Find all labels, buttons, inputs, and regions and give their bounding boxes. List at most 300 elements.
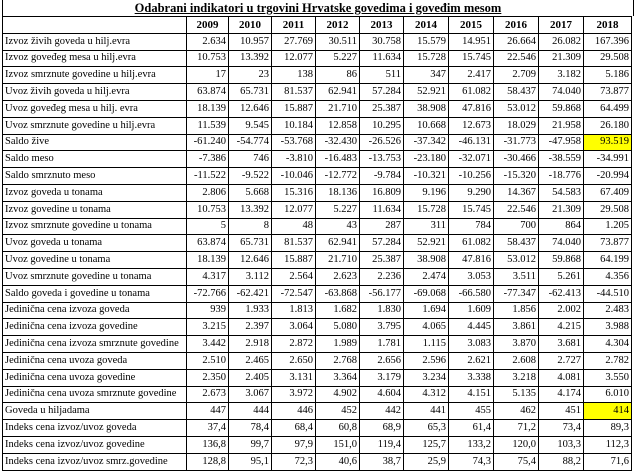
value-cell: 4.215 <box>539 319 584 336</box>
value-cell: 52.921 <box>404 235 449 252</box>
value-cell: 287 <box>360 218 404 235</box>
value-cell: 26.082 <box>539 33 584 50</box>
value-cell: 2.350 <box>187 369 229 386</box>
value-cell: 95,1 <box>229 453 272 470</box>
value-cell: 9.545 <box>229 117 272 134</box>
value-cell: -32.071 <box>449 151 494 168</box>
value-cell: -16.483 <box>316 151 360 168</box>
value-cell: 442 <box>360 403 404 420</box>
value-cell: 455 <box>449 403 494 420</box>
value-cell: -61.240 <box>187 134 229 151</box>
row-label: Saldo goveda i govedine u tonama <box>3 285 187 302</box>
value-cell: 3.870 <box>494 336 539 353</box>
value-cell: 1.813 <box>272 302 316 319</box>
value-cell: -66.580 <box>449 285 494 302</box>
value-cell: 11.634 <box>360 201 404 218</box>
value-cell: 2.656 <box>360 352 404 369</box>
year-header: 2013 <box>360 17 404 34</box>
value-cell: 78,4 <box>229 420 272 437</box>
table-row <box>3 134 632 151</box>
table-row <box>3 252 632 269</box>
value-cell: -10.321 <box>404 168 449 185</box>
value-cell: 29.508 <box>584 50 632 67</box>
value-cell: 30.511 <box>316 33 360 50</box>
table-row <box>3 336 632 353</box>
value-cell: 2.621 <box>449 352 494 369</box>
value-cell: 5 <box>187 218 229 235</box>
value-cell: 2.727 <box>539 352 584 369</box>
row-label: Izvoz goveđeg mesa u hilj.evra <box>3 50 187 67</box>
value-cell: 784 <box>449 218 494 235</box>
value-cell: 2.650 <box>272 352 316 369</box>
value-cell: 2.608 <box>494 352 539 369</box>
value-cell: 11.634 <box>360 50 404 67</box>
value-cell: 59.868 <box>539 100 584 117</box>
value-cell: 8 <box>229 218 272 235</box>
value-cell: 12.646 <box>229 252 272 269</box>
value-cell: 4.604 <box>360 386 404 403</box>
value-cell: -69.068 <box>404 285 449 302</box>
value-cell: 15.745 <box>449 201 494 218</box>
row-label: Uvoz goveda u tonama <box>3 235 187 252</box>
table-row <box>3 403 632 420</box>
table-row <box>3 436 632 453</box>
value-cell: 74.040 <box>539 84 584 101</box>
value-cell: 4.317 <box>187 268 229 285</box>
value-cell: 2.510 <box>187 352 229 369</box>
value-cell: 511 <box>360 67 404 84</box>
table-row <box>3 84 632 101</box>
value-cell: 43 <box>316 218 360 235</box>
row-label: Uvoz smrznute govedine u tonama <box>3 268 187 285</box>
value-cell: 1.115 <box>404 336 449 353</box>
value-cell: 21.309 <box>539 50 584 67</box>
row-label: Izvoz smrznute govedine u tonama <box>3 218 187 235</box>
value-cell: -9.784 <box>360 168 404 185</box>
value-cell: 3.338 <box>449 369 494 386</box>
row-label: Indeks cena izvoz/uvoz govedine <box>3 436 187 453</box>
value-cell: 22.546 <box>494 50 539 67</box>
table-row <box>3 235 632 252</box>
value-cell: 4.304 <box>584 336 632 353</box>
row-label: Izvoz goveda u tonama <box>3 184 187 201</box>
value-cell: 65,3 <box>404 420 449 437</box>
value-cell: 73.877 <box>584 84 632 101</box>
value-cell: 38,7 <box>360 453 404 470</box>
value-cell: 1.694 <box>404 302 449 319</box>
value-cell: -62.421 <box>229 285 272 302</box>
value-cell: 4.312 <box>404 386 449 403</box>
table-row <box>3 50 632 67</box>
value-cell: 99,7 <box>229 436 272 453</box>
value-cell: 65.731 <box>229 84 272 101</box>
value-cell: 3.179 <box>360 369 404 386</box>
table-row <box>3 33 632 50</box>
value-cell: 2.782 <box>584 352 632 369</box>
value-cell: 347 <box>404 67 449 84</box>
value-cell: 47.816 <box>449 252 494 269</box>
value-cell: -62.413 <box>539 285 584 302</box>
value-cell: 25.387 <box>360 100 404 117</box>
row-label: Jedinična cena izvoza goveda <box>3 302 187 319</box>
value-cell: -72.547 <box>272 285 316 302</box>
table-row <box>3 386 632 403</box>
row-label: Uvoz govedine u tonama <box>3 252 187 269</box>
value-cell: 10.957 <box>229 33 272 50</box>
year-header: 2009 <box>187 17 229 34</box>
value-cell: 18.029 <box>494 117 539 134</box>
value-cell: 97,9 <box>272 436 316 453</box>
row-label: Indeks cena izvoz/uvoz goveda <box>3 420 187 437</box>
value-cell: 2.483 <box>584 302 632 319</box>
value-cell: 4.356 <box>584 268 632 285</box>
value-cell: 23 <box>229 67 272 84</box>
value-cell: 2.405 <box>229 369 272 386</box>
value-cell: -7.386 <box>187 151 229 168</box>
row-label: Izvoz živih goveda u hilj.evra <box>3 33 187 50</box>
value-cell: 2.768 <box>316 352 360 369</box>
value-cell: -10.046 <box>272 168 316 185</box>
table-row <box>3 184 632 201</box>
value-cell: 11.539 <box>187 117 229 134</box>
value-cell: 53.012 <box>494 252 539 269</box>
value-cell: 3.364 <box>316 369 360 386</box>
value-cell: -77.347 <box>494 285 539 302</box>
value-cell: -53.768 <box>272 134 316 151</box>
value-cell: 3.234 <box>404 369 449 386</box>
row-label: Jedinična cena uvoza smrznute govedine <box>3 386 187 403</box>
value-cell: 3.795 <box>360 319 404 336</box>
table-row <box>3 268 632 285</box>
value-cell: 15.579 <box>404 33 449 50</box>
value-cell: 128,8 <box>187 453 229 470</box>
value-cell: 167.396 <box>584 33 632 50</box>
value-cell: 18.139 <box>187 252 229 269</box>
value-cell: 5.135 <box>494 386 539 403</box>
value-cell: 3.112 <box>229 268 272 285</box>
row-label: Saldo smrznuto meso <box>3 168 187 185</box>
value-cell: 5.227 <box>316 201 360 218</box>
value-cell: 9.290 <box>449 184 494 201</box>
value-cell: 119,4 <box>360 436 404 453</box>
value-cell: 4.174 <box>539 386 584 403</box>
value-cell: 38.908 <box>404 252 449 269</box>
value-cell: 61.082 <box>449 84 494 101</box>
row-label: Jedinična cena izvoza smrznute govedine <box>3 336 187 353</box>
value-cell: 25.387 <box>360 252 404 269</box>
value-cell: 15.887 <box>272 100 316 117</box>
value-cell: 63.874 <box>187 235 229 252</box>
value-cell: 2.002 <box>539 302 584 319</box>
value-cell: 64.199 <box>584 252 632 269</box>
value-cell: 57.284 <box>360 235 404 252</box>
value-cell: 2.709 <box>494 67 539 84</box>
value-cell: 3.083 <box>449 336 494 353</box>
value-cell: 441 <box>404 403 449 420</box>
value-cell: 17 <box>187 67 229 84</box>
value-cell: 14.367 <box>494 184 539 201</box>
table-row <box>3 151 632 168</box>
value-cell: 63.874 <box>187 84 229 101</box>
table-row <box>3 420 632 437</box>
value-cell: -37.342 <box>404 134 449 151</box>
value-cell: 136,8 <box>187 436 229 453</box>
value-cell: -72.766 <box>187 285 229 302</box>
value-cell: 444 <box>229 403 272 420</box>
value-cell: 62.941 <box>316 84 360 101</box>
value-cell: 64.499 <box>584 100 632 117</box>
value-cell: 81.537 <box>272 84 316 101</box>
value-cell: 4.445 <box>449 319 494 336</box>
row-label: Jedinična cena izvoza govedine <box>3 319 187 336</box>
value-cell: 700 <box>494 218 539 235</box>
table-row <box>3 201 632 218</box>
value-cell: 746 <box>229 151 272 168</box>
table-row <box>3 302 632 319</box>
value-cell: 1.781 <box>360 336 404 353</box>
value-cell: 452 <box>316 403 360 420</box>
value-cell: 10.668 <box>404 117 449 134</box>
table-row <box>3 285 632 302</box>
table-row <box>3 117 632 134</box>
value-cell: 13.392 <box>229 201 272 218</box>
row-label: Goveda u hiljadama <box>3 403 187 420</box>
value-cell: -30.466 <box>494 151 539 168</box>
table-row <box>3 67 632 84</box>
value-cell: -47.958 <box>539 134 584 151</box>
value-cell: 75,4 <box>494 453 539 470</box>
value-cell: 5.261 <box>539 268 584 285</box>
value-cell: 1.609 <box>449 302 494 319</box>
value-cell: -44.510 <box>584 285 632 302</box>
value-cell: -46.131 <box>449 134 494 151</box>
value-cell: -31.773 <box>494 134 539 151</box>
row-label: Saldo meso <box>3 151 187 168</box>
value-cell: 1.989 <box>316 336 360 353</box>
value-cell: 22.546 <box>494 201 539 218</box>
value-cell: 5.186 <box>584 67 632 84</box>
value-cell: 88,2 <box>539 453 584 470</box>
value-cell: -3.810 <box>272 151 316 168</box>
value-cell: 48 <box>272 218 316 235</box>
value-cell: -63.868 <box>316 285 360 302</box>
value-cell: 61,4 <box>449 420 494 437</box>
value-cell: 30.758 <box>360 33 404 50</box>
value-cell: 2.918 <box>229 336 272 353</box>
value-cell: 21.710 <box>316 100 360 117</box>
value-cell: 3.681 <box>539 336 584 353</box>
value-cell: 414 <box>584 403 632 420</box>
value-cell: 9.196 <box>404 184 449 201</box>
header-label-cell <box>3 17 187 34</box>
value-cell: -10.256 <box>449 168 494 185</box>
value-cell: 103,3 <box>539 436 584 453</box>
value-cell: 10.295 <box>360 117 404 134</box>
year-header: 2012 <box>316 17 360 34</box>
value-cell: 12.673 <box>449 117 494 134</box>
value-cell: 2.806 <box>187 184 229 201</box>
value-cell: 40,6 <box>316 453 360 470</box>
value-cell: 151,0 <box>316 436 360 453</box>
value-cell: 3.064 <box>272 319 316 336</box>
value-cell: 93.519 <box>584 134 632 151</box>
value-cell: 65.731 <box>229 235 272 252</box>
year-header: 2017 <box>539 17 584 34</box>
value-cell: 3.972 <box>272 386 316 403</box>
value-cell: 10.753 <box>187 201 229 218</box>
value-cell: 5.227 <box>316 50 360 67</box>
value-cell: 1.682 <box>316 302 360 319</box>
value-cell: 14.951 <box>449 33 494 50</box>
table-row <box>3 352 632 369</box>
value-cell: -23.180 <box>404 151 449 168</box>
value-cell: 1.933 <box>229 302 272 319</box>
value-cell: 29.508 <box>584 201 632 218</box>
table-row <box>3 453 632 470</box>
row-label: Indeks cena izvoz/uvoz smrz.govedine <box>3 453 187 470</box>
value-cell: 3.550 <box>584 369 632 386</box>
value-cell: 12.646 <box>229 100 272 117</box>
value-cell: 21.958 <box>539 117 584 134</box>
value-cell: 16.809 <box>360 184 404 201</box>
row-label: Jedinična cena uvoza goveda <box>3 352 187 369</box>
value-cell: 21.309 <box>539 201 584 218</box>
value-cell: 5.668 <box>229 184 272 201</box>
value-cell: 3.218 <box>494 369 539 386</box>
value-cell: 15.887 <box>272 252 316 269</box>
value-cell: 57.284 <box>360 84 404 101</box>
value-cell: 89,3 <box>584 420 632 437</box>
value-cell: 125,7 <box>404 436 449 453</box>
value-cell: 10.753 <box>187 50 229 67</box>
value-cell: -12.772 <box>316 168 360 185</box>
table-row <box>3 168 632 185</box>
value-cell: 462 <box>494 403 539 420</box>
value-cell: 2.634 <box>187 33 229 50</box>
value-cell: 71,6 <box>584 453 632 470</box>
row-label: Saldo žive <box>3 134 187 151</box>
table-title: Odabrani indikatori u trgovini Hrvatske govedima i goveđim mesom <box>2 0 634 16</box>
value-cell: 74.040 <box>539 235 584 252</box>
value-cell: 73.877 <box>584 235 632 252</box>
value-cell: 53.012 <box>494 100 539 117</box>
value-cell: 26.664 <box>494 33 539 50</box>
table-row <box>3 369 632 386</box>
value-cell: 86 <box>316 67 360 84</box>
value-cell: -20.994 <box>584 168 632 185</box>
value-cell: 15.728 <box>404 201 449 218</box>
value-cell: 2.236 <box>360 268 404 285</box>
value-cell: 133,2 <box>449 436 494 453</box>
value-cell: -11.522 <box>187 168 229 185</box>
value-cell: 2.564 <box>272 268 316 285</box>
value-cell: 138 <box>272 67 316 84</box>
value-cell: 3.067 <box>229 386 272 403</box>
value-cell: 2.474 <box>404 268 449 285</box>
value-cell: 3.131 <box>272 369 316 386</box>
value-cell: 3.215 <box>187 319 229 336</box>
row-label: Uvoz smrznute govedine u hilj.evra <box>3 117 187 134</box>
value-cell: -34.991 <box>584 151 632 168</box>
value-cell: 2.623 <box>316 268 360 285</box>
value-cell: -56.177 <box>360 285 404 302</box>
row-label: Jedinična cena uvoza govedine <box>3 369 187 386</box>
value-cell: 1.830 <box>360 302 404 319</box>
year-header: 2016 <box>494 17 539 34</box>
value-cell: 3.511 <box>494 268 539 285</box>
value-cell: 447 <box>187 403 229 420</box>
value-cell: 59.868 <box>539 252 584 269</box>
value-cell: 71,2 <box>494 420 539 437</box>
row-label: Izvoz smrznute govedine u hilj.evra <box>3 67 187 84</box>
value-cell: 61.082 <box>449 235 494 252</box>
table-row <box>3 319 632 336</box>
year-header: 2011 <box>272 17 316 34</box>
value-cell: 2.397 <box>229 319 272 336</box>
value-cell: 2.872 <box>272 336 316 353</box>
value-cell: 3.182 <box>539 67 584 84</box>
row-label: Uvoz goveđeg mesa u hilj. evra <box>3 100 187 117</box>
value-cell: 67.409 <box>584 184 632 201</box>
value-cell: 27.769 <box>272 33 316 50</box>
value-cell: 52.921 <box>404 84 449 101</box>
value-cell: 3.861 <box>494 319 539 336</box>
value-cell: 18.136 <box>316 184 360 201</box>
value-cell: 2.673 <box>187 386 229 403</box>
value-cell: 68,4 <box>272 420 316 437</box>
value-cell: 446 <box>272 403 316 420</box>
year-header: 2014 <box>404 17 449 34</box>
value-cell: 4.902 <box>316 386 360 403</box>
value-cell: -15.320 <box>494 168 539 185</box>
value-cell: -26.526 <box>360 134 404 151</box>
value-cell: -13.753 <box>360 151 404 168</box>
value-cell: -32.430 <box>316 134 360 151</box>
header-row <box>3 17 632 34</box>
value-cell: 4.065 <box>404 319 449 336</box>
value-cell: 3.053 <box>449 268 494 285</box>
value-cell: 1.205 <box>584 218 632 235</box>
indicators-table <box>2 16 632 471</box>
value-cell: 4.151 <box>449 386 494 403</box>
value-cell: 62.941 <box>316 235 360 252</box>
value-cell: 10.184 <box>272 117 316 134</box>
value-cell: 112,3 <box>584 436 632 453</box>
value-cell: 21.710 <box>316 252 360 269</box>
value-cell: -54.774 <box>229 134 272 151</box>
table-row <box>3 100 632 117</box>
value-cell: 12.077 <box>272 50 316 67</box>
value-cell: 38.908 <box>404 100 449 117</box>
value-cell: 72,3 <box>272 453 316 470</box>
table-row <box>3 218 632 235</box>
value-cell: 451 <box>539 403 584 420</box>
value-cell: 37,4 <box>187 420 229 437</box>
table-body <box>3 33 632 470</box>
value-cell: 58.437 <box>494 84 539 101</box>
value-cell: 2.417 <box>449 67 494 84</box>
value-cell: 81.537 <box>272 235 316 252</box>
value-cell: 3.988 <box>584 319 632 336</box>
value-cell: 18.139 <box>187 100 229 117</box>
value-cell: 2.596 <box>404 352 449 369</box>
value-cell: 4.081 <box>539 369 584 386</box>
value-cell: -38.559 <box>539 151 584 168</box>
value-cell: 1.856 <box>494 302 539 319</box>
value-cell: 68,9 <box>360 420 404 437</box>
value-cell: 864 <box>539 218 584 235</box>
year-header: 2015 <box>449 17 494 34</box>
